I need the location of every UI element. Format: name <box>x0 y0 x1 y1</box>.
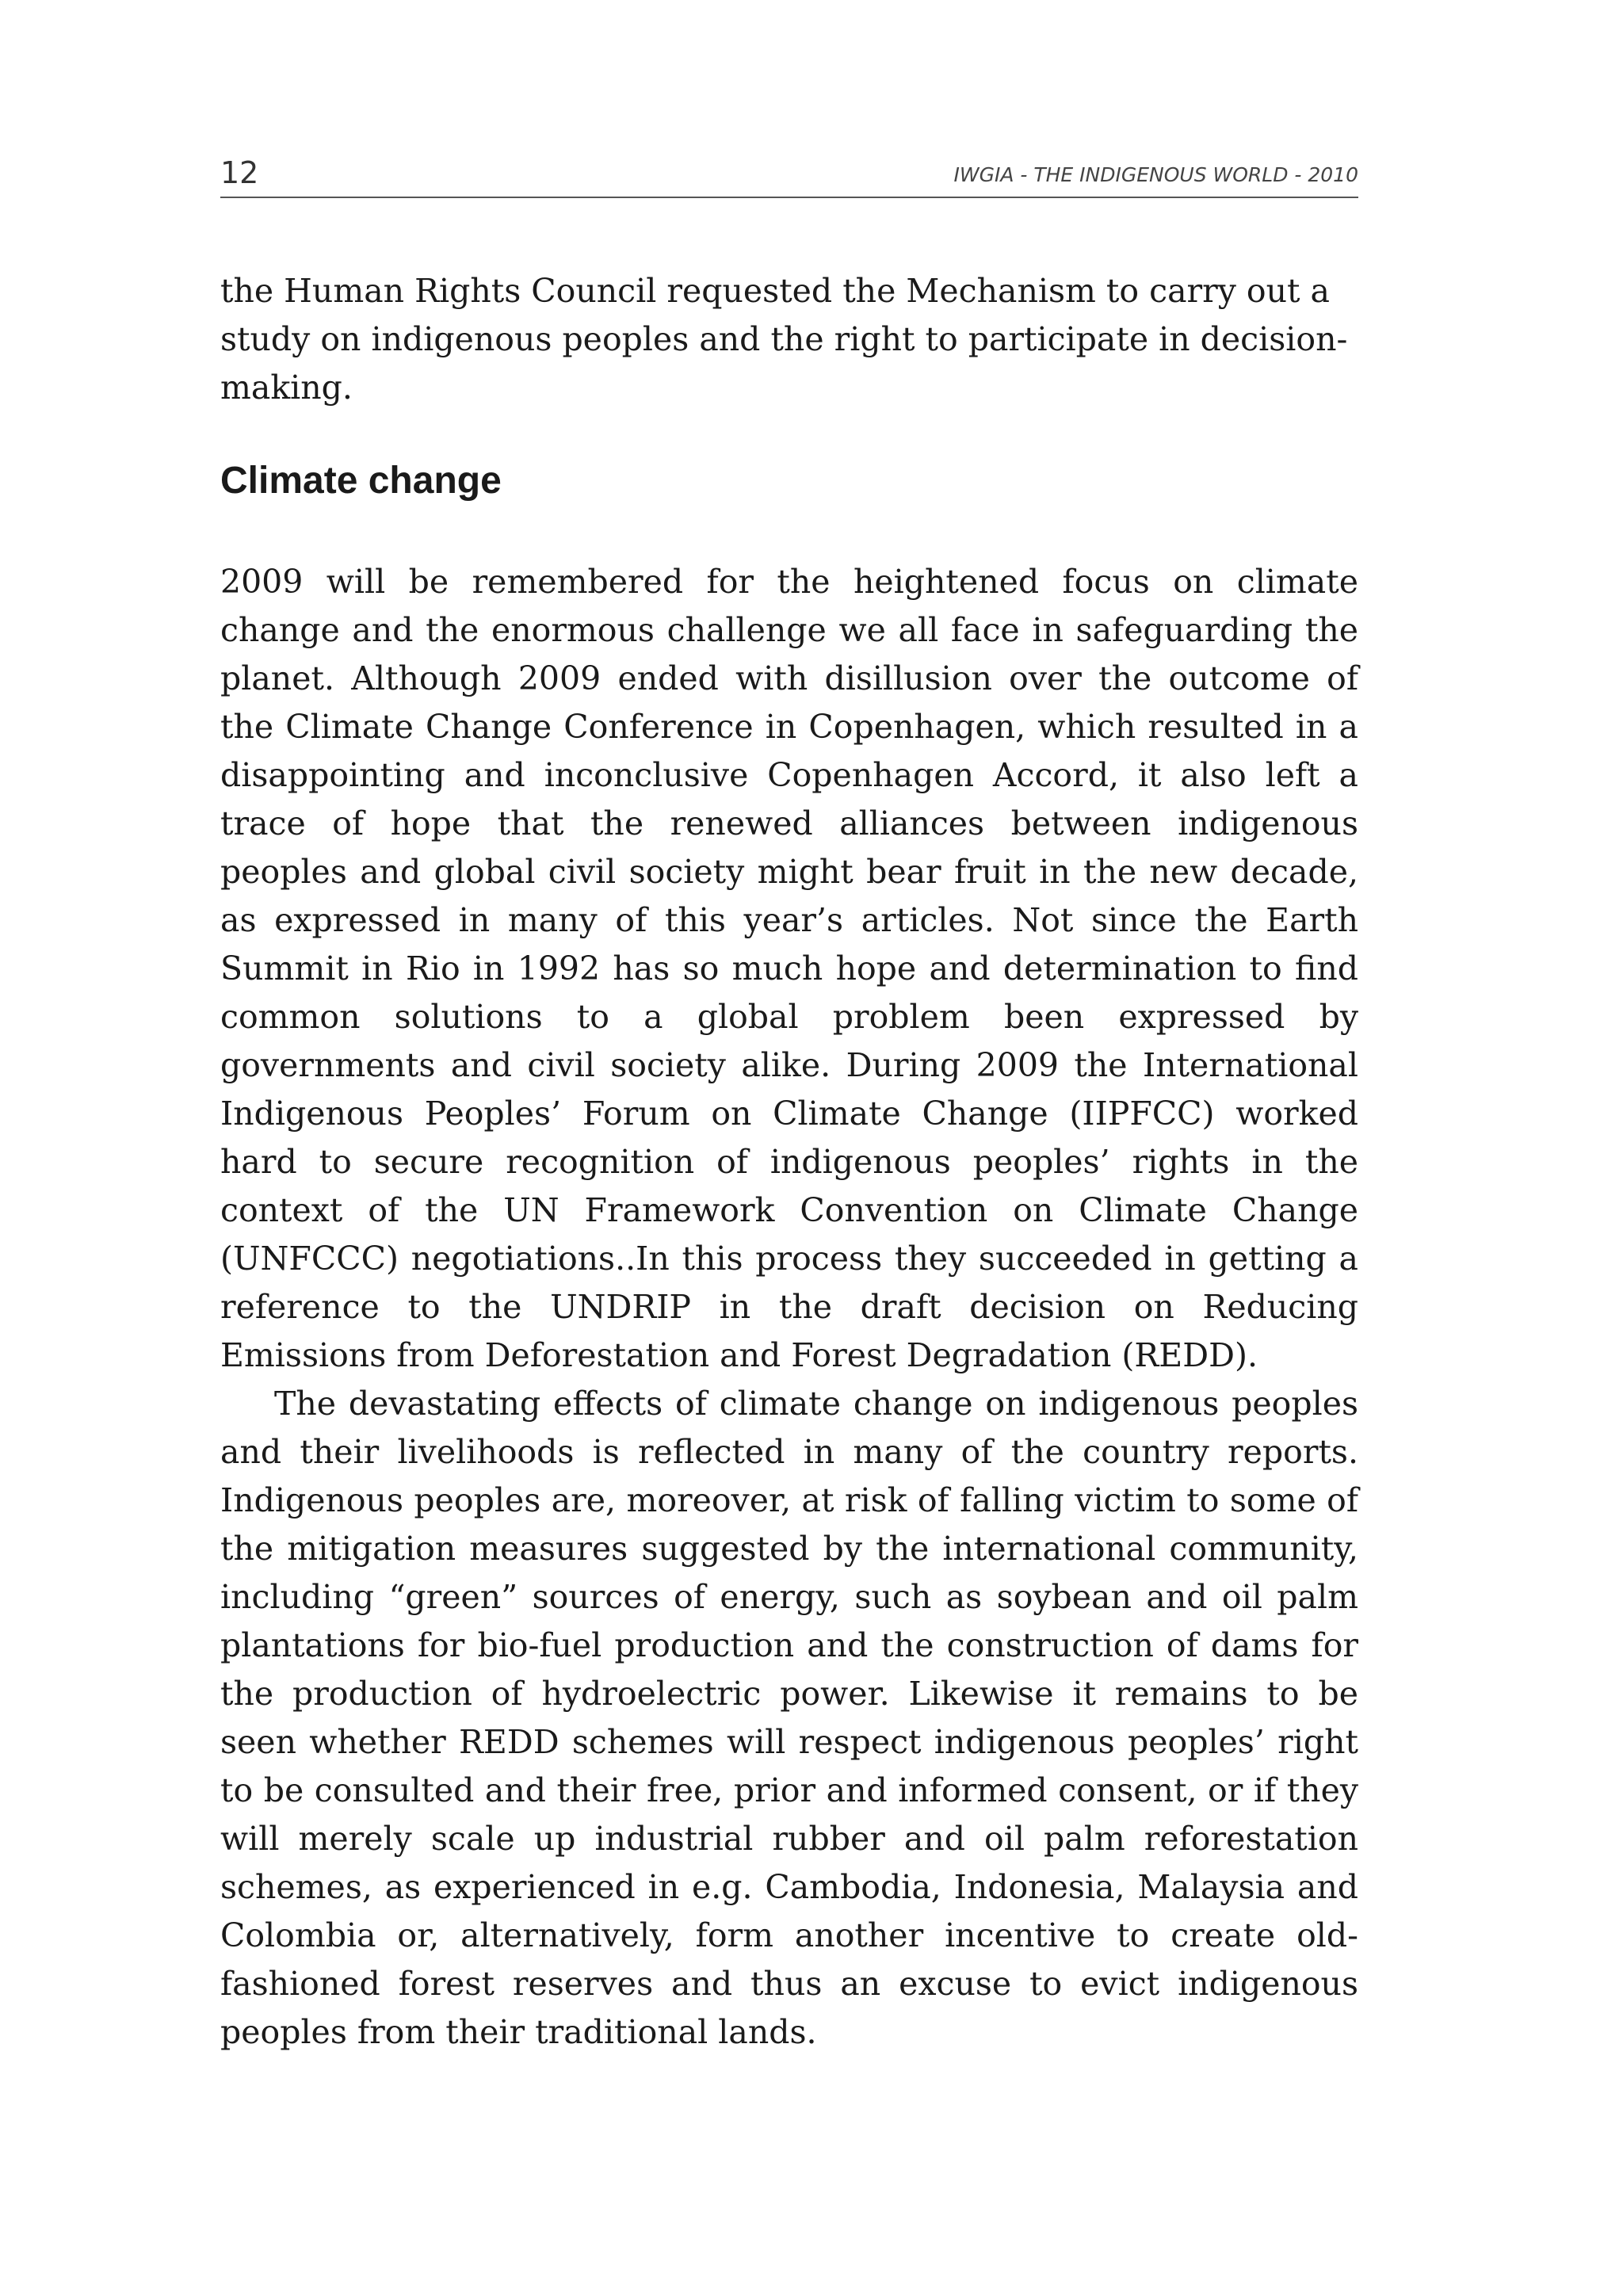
running-header <box>220 155 1358 198</box>
page-number: 12 <box>220 155 259 190</box>
body-paragraph: 2009 will be remembered for the heightened focus on climate change and the enormous challenge we all face in safeguarding the planet. Although 2009 ended with disillusion over the outcome of the Climate Change Conference in Copenhagen, which resulted in a disappointing and inconclusive Copenhagen Accord, it also left a trace of hope that the renewed alliances between indigenous peoples and global civil society might bear fruit in the new decade, as expressed in many of this year’s articles. Not since the Earth Summit in Rio in 1992 has so much hope and determination to find common solutions to a global problem been expressed by governments and civil society alike. During 2009 the International Indigenous Peoples’ Forum on Climate Change (IIPFCC) worked hard to secure recognition of indigenous peoples’ rights in the context of the UN Framework Convention on Climate Change (UNFCCC) negotiations..In this process they succeeded in getting a reference to the UNDRIP in the draft decision on Reducing Emissions from Deforestation and Forest Degradation (REDD). <box>220 563 1358 1374</box>
running-title: IWGIA - THE INDIGENOUS WORLD - 2010 <box>953 163 1358 186</box>
section-heading: Climate change <box>220 460 502 502</box>
section-body <box>220 558 1358 2057</box>
intro-text <box>220 267 1358 412</box>
intro-paragraph: the Human Rights Council requested the Mechanism to carry out a study on indigenous peoples and the right to participate in decision-making. <box>220 272 1348 407</box>
body-paragraph: The devastating effects of climate change on indigenous peoples and their livelihoods is reflected in many of the country reports. Indigenous peoples are, moreover, at risk of falling victim to some of the mitigation measures suggested by the international community, including “green” sources of energy, such as soybean and oil palm plantations for bio-fuel production and the construction of dams for the production of hydroelectric power. Likewise it remains to be seen whether REDD schemes will respect indigenous peoples’ right to be consulted and their free, prior and informed consent, or if they will merely scale up industrial rubber and oil palm reforestation schemes, as experienced in e.g. Cambodia, Indonesia, Malaysia and Colombia or, alternatively, form another incentive to create old-fashioned forest reserves and thus an excuse to evict indigenous peoples from their traditional lands. <box>220 1385 1358 2051</box>
